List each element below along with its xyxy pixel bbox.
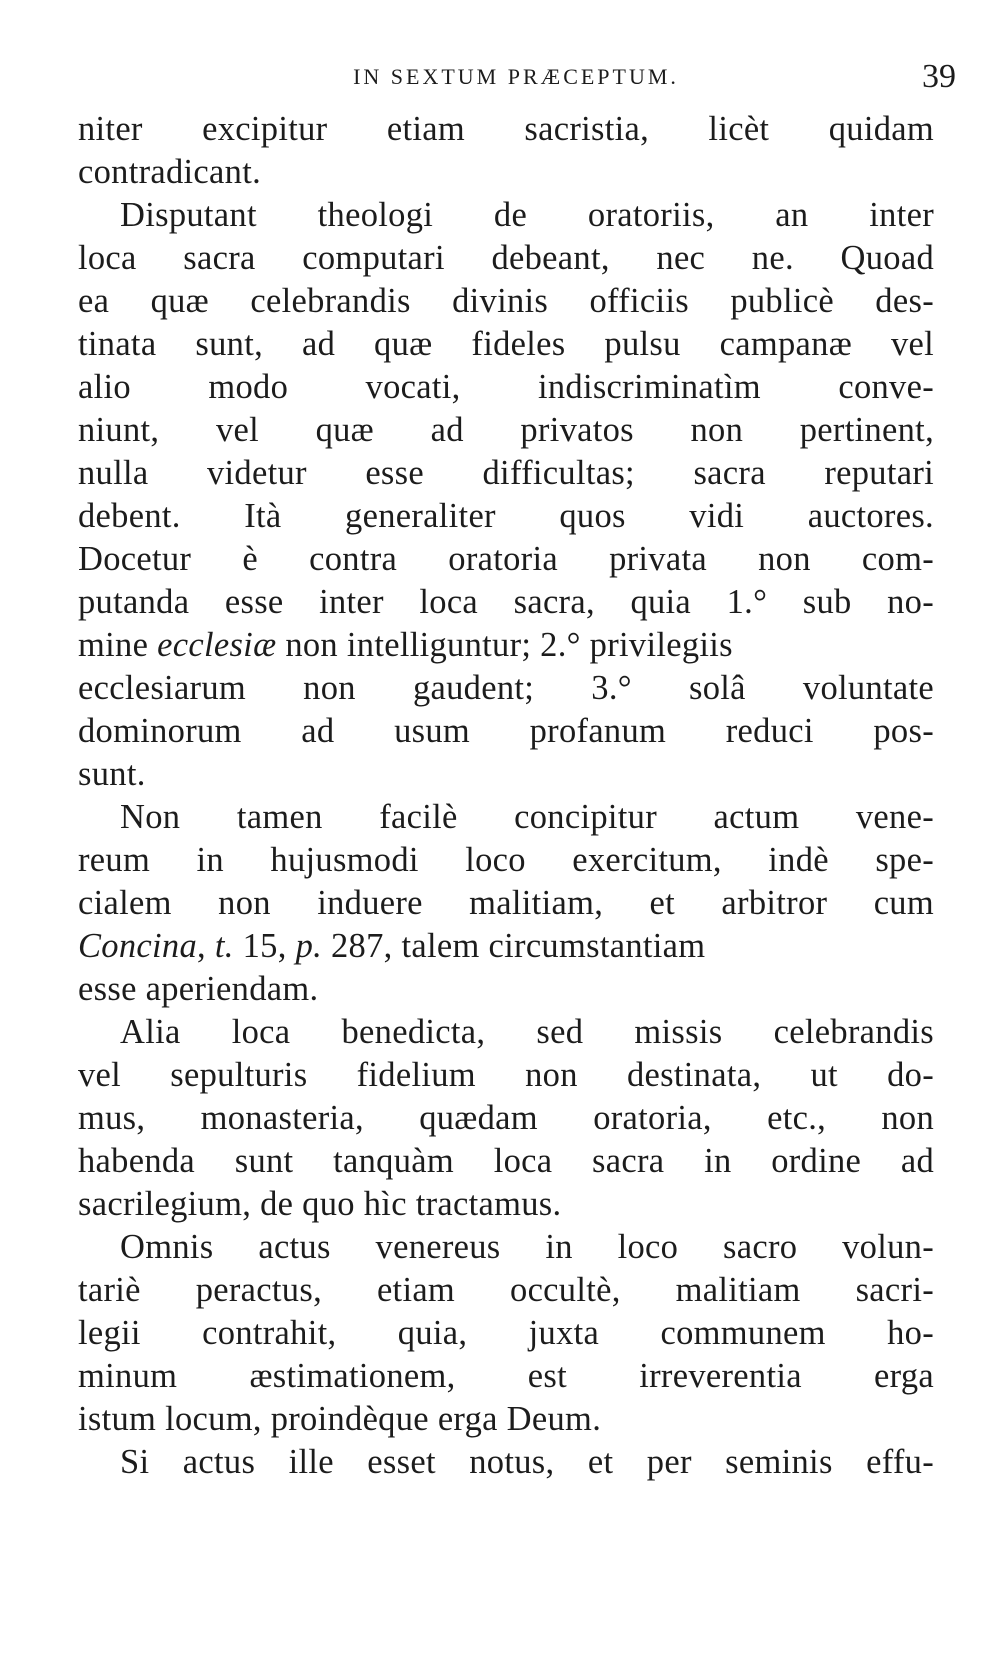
text-line: dominorum ad usum profanum reduci pos-	[78, 712, 934, 750]
text-line: ecclesiarum non gaudent; 3.° solâ voluntate	[78, 669, 934, 707]
text-line: Non tamen facilè concipitur actum vene-	[120, 798, 934, 836]
text-line: reum in hujusmodi loco exercitum, indè spe-	[78, 841, 934, 879]
italic-abbrev: t.	[214, 927, 234, 965]
text-line: legii contrahit, quia, juxta communem ho-	[78, 1314, 934, 1352]
text-line: ea quæ celebrandis divinis officiis publicè des-	[78, 282, 934, 320]
text-line: sacrilegium, de quo hìc tractamus.	[78, 1185, 562, 1223]
text-line: tariè peractus, etiam occultè, malitiam sacri-	[78, 1271, 934, 1309]
text-line: Omnis actus venereus in loco sacro volun-	[120, 1228, 934, 1266]
italic-abbrev: p.	[295, 927, 323, 965]
italic-term: ecclesiæ	[157, 626, 277, 664]
text-line: contradicant.	[78, 153, 262, 191]
text-segment: mine	[78, 626, 149, 664]
text-line: alio modo vocati, indiscriminatìm conve-	[78, 368, 934, 406]
text-line: cialem non induere malitiam, et arbitror cum	[78, 884, 934, 922]
text-line: nulla videtur esse difficultas; sacra reputari	[78, 454, 934, 492]
text-line: istum locum, proindèque erga Deum.	[78, 1400, 602, 1438]
body-text	[78, 108, 934, 1484]
text-line-mixed	[78, 925, 934, 968]
text-line: tinata sunt, ad quæ fideles pulsu campanæ vel	[78, 325, 934, 363]
text-line: niter excipitur etiam sacristia, licèt quidam	[78, 110, 934, 148]
text-line: minum æstimationem, est irreverentia erga	[78, 1357, 934, 1395]
running-head	[76, 58, 956, 98]
text-line: loca sacra computari debeant, nec ne. Quoad	[78, 239, 934, 277]
page-number: 39	[922, 58, 956, 95]
running-title: IN SEXTUM PRÆCEPTUM.	[353, 64, 679, 89]
text-line: Disputant theologi de oratoriis, an inter	[120, 196, 934, 234]
text-line-mixed	[78, 624, 934, 667]
text-line: Si actus ille esset notus, et per seminis effu-	[120, 1443, 934, 1481]
italic-author: Concina	[78, 927, 198, 965]
text-line: Docetur è contra oratoria privata non com-	[78, 540, 934, 578]
text-segment: 15,	[233, 927, 296, 965]
text-line: esse aperiendam.	[78, 970, 319, 1008]
text-line: mus, monasteria, quædam oratoria, etc., non	[78, 1099, 934, 1137]
text-line: vel sepulturis fidelium non destinata, ut do-	[78, 1056, 934, 1094]
text-line: Alia loca benedicta, sed missis celebrandis	[120, 1013, 934, 1051]
text-segment: non intelliguntur; 2.° privilegiis	[285, 626, 733, 664]
text-line: putanda esse inter loca sacra, quia 1.° sub no-	[78, 583, 934, 621]
text-line: sunt.	[78, 755, 146, 793]
text-line: habenda sunt tanquàm loca sacra in ordine ad	[78, 1142, 934, 1180]
text-segment: 287, talem circumstantiam	[322, 927, 706, 965]
text-line: debent. Ità generaliter quos vidi auctores.	[78, 497, 934, 535]
text-line: niunt, vel quæ ad privatos non pertinent,	[78, 411, 934, 449]
text-segment: ,	[197, 927, 215, 965]
